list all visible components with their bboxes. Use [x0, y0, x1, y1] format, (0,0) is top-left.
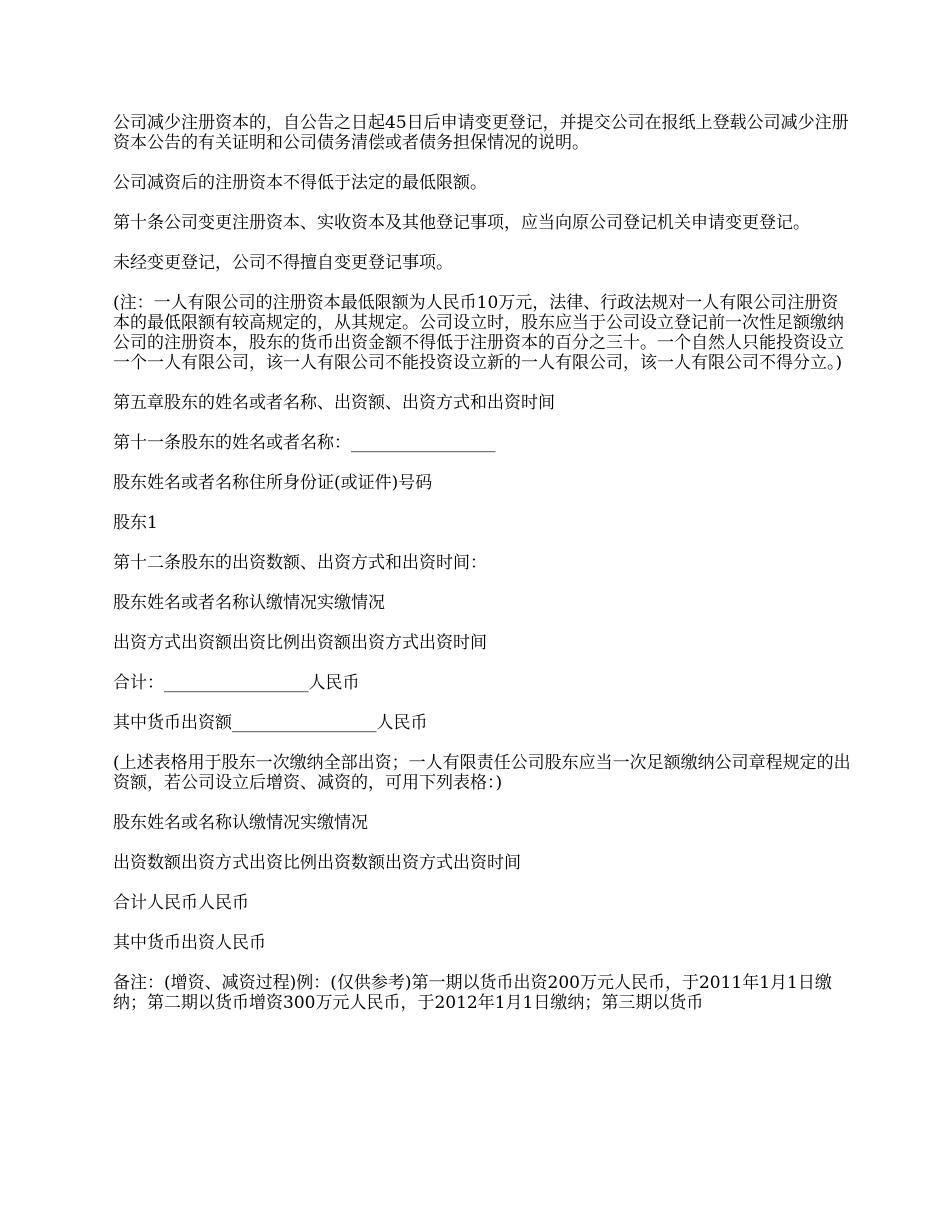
contribution-table-header: 股东姓名或者名称认缴情况实缴情况	[113, 593, 385, 613]
capital-change-table-header: 股东姓名或名称认缴情况实缴情况	[113, 813, 368, 833]
document-body	[113, 113, 853, 1033]
paragraph-remarks-example: 备注：(增资、减资过程)例：(仅供参考)第一期以货币出资200万元人民币，于2011年1月1日缴纳；第二期以货币增资300万元人民币，于2012年1月1日缴纳；第三期以货币	[113, 973, 832, 1013]
paragraph-table-note: (上述表格用于股东一次缴纳全部出资；一人有限责任公司股东应当一次足额缴纳公司章程规定的出资额，若公司设立后增资、减资的，可用下列表格：)	[113, 753, 851, 793]
contribution-table-subheader: 出资方式出资额出资比例出资额出资方式出资时间	[113, 633, 487, 653]
chapter-5-heading: 第五章股东的姓名或者名称、出资额、出资方式和出资时间	[113, 393, 555, 413]
shareholder-table-header: 股东姓名或者名称住所身份证(或证件)号码	[113, 473, 433, 493]
paragraph-capital-reduction: 公司减少注册资本的，自公告之日起45日后申请变更登记，并提交公司在报纸上登载公司减少注册资本公告的有关证明和公司债务清偿或者债务担保情况的说明。	[113, 113, 849, 153]
shareholder-1-row: 股东1	[113, 513, 158, 533]
capital-change-table-subheader: 出资数额出资方式出资比例出资数额出资方式出资时间	[113, 853, 521, 873]
capital-change-total-row: 合计人民币人民币	[113, 893, 249, 913]
paragraph-no-unauthorized-change: 未经变更登记，公司不得擅自变更登记事项。	[113, 253, 453, 273]
paragraph-article-11: 第十一条股东的姓名或者名称：_________________	[113, 433, 496, 453]
paragraph-article-10: 第十条公司变更注册资本、实收资本及其他登记事项，应当向原公司登记机关申请变更登记。	[113, 213, 810, 233]
capital-change-currency-row: 其中货币出资人民币	[113, 933, 266, 953]
paragraph-article-12: 第十二条股东的出资数额、出资方式和出资时间：	[113, 553, 487, 573]
contribution-currency-row: 其中货币出资额_________________人民币	[113, 713, 428, 733]
contribution-total-row: 合计：_________________人民币	[113, 673, 360, 693]
paragraph-note-one-person-company: (注：一人有限公司的注册资本最低限额为人民币10万元，法律、行政法规对一人有限公司注册资本的最低限额有较高规定的，从其规定。公司设立时，股东应当于公司设立登记前一次性足额缴纳公司的注册资本，股东的货币出资金额不得低于注册资本的百分之三十。一个自然人只能投资设立一个一人有限公司，该一人有限公司不能投资设立新的一人有限公司，该一人有限公司不得分立。)	[113, 293, 844, 373]
paragraph-minimum-capital: 公司减资后的注册资本不得低于法定的最低限额。	[113, 173, 487, 193]
